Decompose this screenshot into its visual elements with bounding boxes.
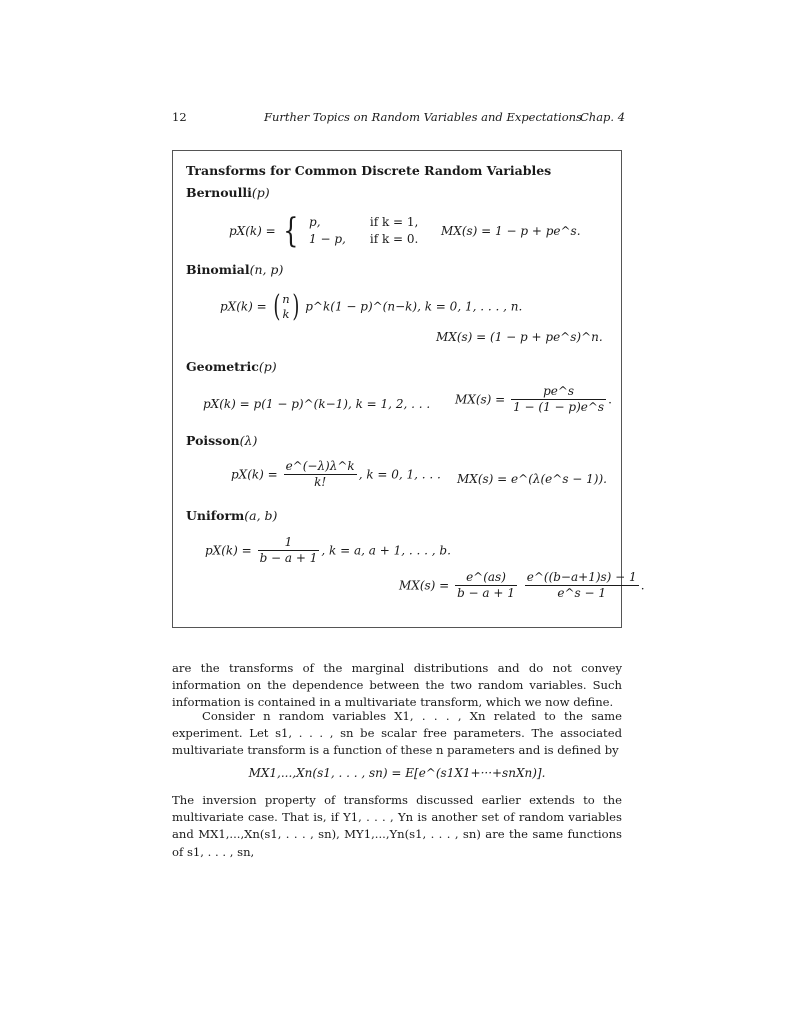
left-paren-icon: ( xyxy=(272,289,280,324)
binom-top: n xyxy=(282,291,290,306)
geometric-mgf: MX(s) = $\frac{pe\^{}s}{1 - (1 - p)e\^{}s}$ . xyxy=(455,384,612,414)
geometric-pmf: pX(k) = p(1 − p)^(k−1), k = 1, 2, . . . xyxy=(203,397,431,411)
geometric-mgf-fraction xyxy=(511,384,606,415)
binomial-pmf xyxy=(220,289,522,324)
uniform-pmf-lhs: pX(k) = xyxy=(205,543,252,558)
uniform-mgf: MX(s) = $\frac{e\^{}(as)}{b - a + 1}$ $\frac{e\^{}((b-a+1)s) - 1}{e\^{}s - 1}$ . xyxy=(399,570,645,600)
geometric-mgf-num: pe^s xyxy=(511,384,606,400)
bernoulli-mgf: MX(s) = 1 − p + pe^s. xyxy=(441,224,581,238)
poisson-param: (λ) xyxy=(239,433,258,448)
uniform-heading xyxy=(186,508,277,523)
poisson-mgf: MX(s) = e^(λ(e^s − 1)). xyxy=(457,472,607,486)
multivariate-transform-equation: MX1,...,Xn(s1, . . . , sn) = E[e^(s1X1+···+snXn)]. xyxy=(248,766,546,780)
uniform-pmf-rest: , k = a, a + 1, . . . , b. xyxy=(321,543,451,558)
uniform-mgf-fraction-2 xyxy=(525,570,639,601)
bernoulli-param: (p) xyxy=(251,185,270,200)
transforms-box xyxy=(172,150,645,628)
geometric-param: (p) xyxy=(258,359,277,374)
poisson-pmf xyxy=(231,459,441,490)
paragraph-3-text: The inversion property of transforms discussed earlier extends to the multivariate case. That is, if Y1, . . . , Yn is another set of random variables and MX1,...,Xn(s1, . . . , sn), MY1,...,Yn(s1, . . . , sn) are the same functions of s1, . . . , sn, xyxy=(172,793,622,859)
binomial-pmf-lhs: pX(k) = xyxy=(220,299,267,314)
binomial-pmf-rest: p^k(1 − p)^(n−k), k = 0, 1, . . . , n. xyxy=(305,299,523,314)
right-paren-icon: ) xyxy=(292,289,300,324)
uniform-pmf-num: 1 xyxy=(258,535,320,551)
bernoulli-pmf xyxy=(229,211,422,251)
bernoulli-case1-cond: if k = 1, xyxy=(369,215,419,229)
geometric-heading xyxy=(186,359,277,374)
paragraph-2-text: Consider n random variables X1, . . . , Xn related to the same experiment. Let s1, . . . , sn be scalar free parameters. The associated multivariate transform is a function of these n parameters and is defined by xyxy=(172,709,622,758)
body-paragraph-1 xyxy=(172,660,622,712)
geometric-mgf-lhs: MX(s) = xyxy=(455,392,506,407)
poisson-pmf-fraction xyxy=(284,459,357,490)
binomial-param: (n, p) xyxy=(249,262,284,277)
uniform-mgf-den2: e^s − 1 xyxy=(557,586,607,600)
uniform-name: Uniform xyxy=(186,508,245,523)
uniform-mgf-den1: b − a + 1 xyxy=(457,586,515,600)
left-brace-icon: { xyxy=(282,211,298,251)
binomial-name: Binomial xyxy=(186,262,250,277)
poisson-pmf-lhs: pX(k) = xyxy=(231,467,278,482)
bernoulli-pmf-lhs: pX(k) = xyxy=(229,224,276,238)
uniform-param: (a, b) xyxy=(244,508,278,523)
binom-bottom: k xyxy=(282,306,290,321)
page-number: 12 xyxy=(172,110,187,124)
uniform-pmf xyxy=(205,535,451,566)
poisson-heading xyxy=(186,433,257,448)
uniform-pmf-fraction xyxy=(258,535,320,566)
box-title: Transforms for Common Discrete Random Variables xyxy=(186,163,552,178)
binomial-coefficient xyxy=(282,292,289,322)
poisson-pmf-den: k! xyxy=(314,475,327,489)
geometric-mgf-den: 1 − (1 − p)e^s xyxy=(513,400,605,414)
geometric-name: Geometric xyxy=(186,359,259,374)
paragraph-1-text: are the transforms of the marginal distributions and do not convey information on the dependence between the two random variables. Such information is contained in a multivariate transform, which we now define. xyxy=(172,661,622,710)
uniform-mgf-fraction-1 xyxy=(455,570,517,601)
bernoulli-case2-cond: if k = 0. xyxy=(369,232,419,246)
bernoulli-cases xyxy=(305,214,422,248)
poisson-name: Poisson xyxy=(186,433,240,448)
uniform-mgf-num2: e^((b−a+1)s) − 1 xyxy=(526,570,637,584)
binomial-heading xyxy=(186,262,283,277)
body-paragraph-3 xyxy=(172,792,622,861)
poisson-pmf-num: e^(−λ)λ^k xyxy=(285,459,355,473)
uniform-pmf-den: b − a + 1 xyxy=(259,551,318,565)
bernoulli-name: Bernoulli xyxy=(186,185,252,200)
poisson-pmf-rest: , k = 0, 1, . . . xyxy=(358,467,441,482)
running-title: Further Topics on Random Variables and Expectations xyxy=(264,110,582,124)
uniform-mgf-num1: e^(as) xyxy=(455,570,517,586)
body-paragraph-2 xyxy=(172,708,622,760)
bernoulli-case2-value: 1 − p, xyxy=(309,232,346,246)
binomial-mgf: MX(s) = (1 − p + pe^s)^n. xyxy=(436,330,603,344)
bernoulli-case1-value: p, xyxy=(309,215,321,229)
chapter-label: Chap. 4 xyxy=(580,110,626,124)
uniform-mgf-lhs: MX(s) = xyxy=(399,578,450,593)
bernoulli-heading xyxy=(186,185,270,200)
